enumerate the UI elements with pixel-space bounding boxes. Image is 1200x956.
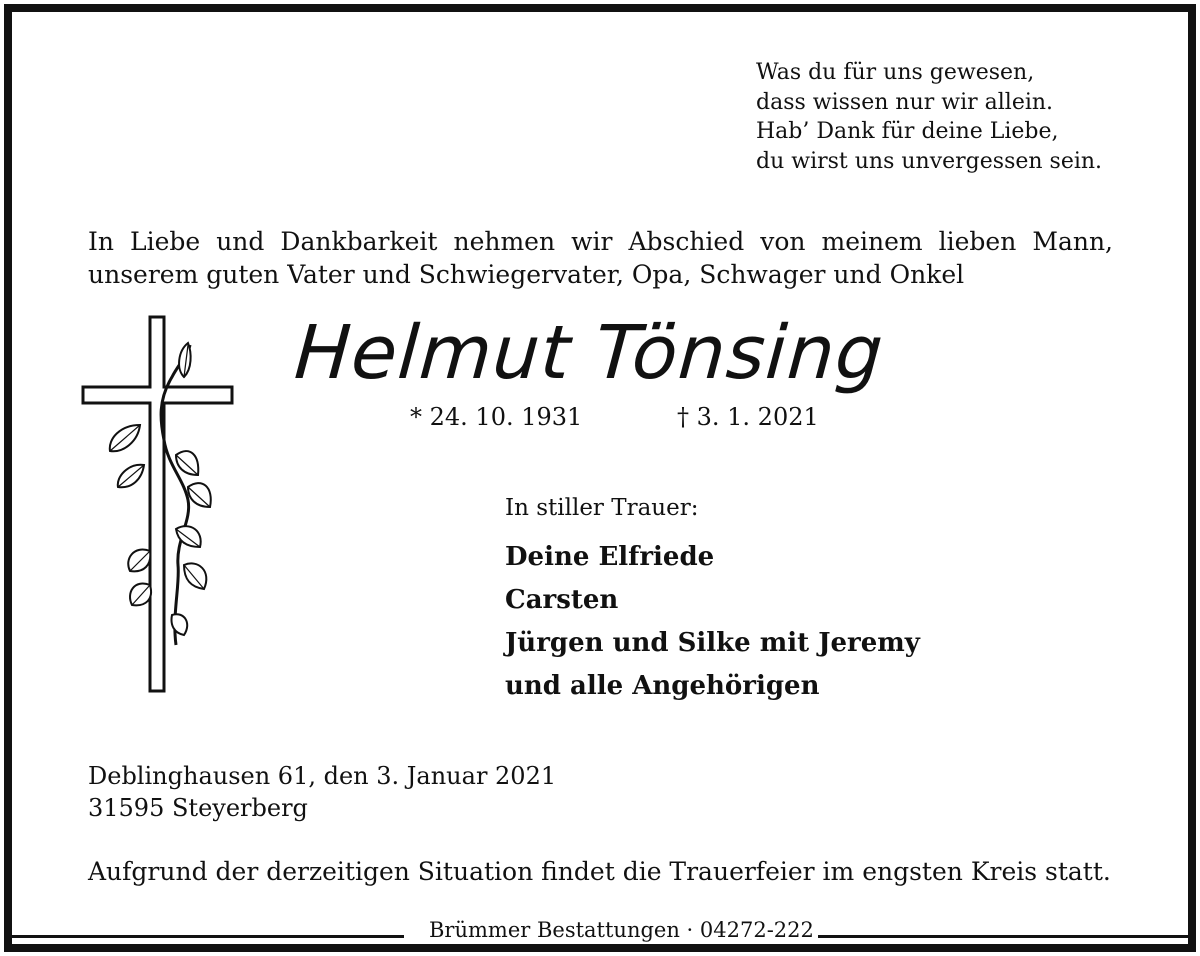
mourner-list [505,536,920,708]
poem-line: du wirst uns unvergessen sein. [756,148,1103,174]
mourner-name: Deine Elfriede [505,542,715,572]
mourner-name: und alle Angehörigen [505,671,820,701]
funeral-notice: Aufgrund der derzeitigen Situation findet die Trauerfeier im engsten Kreis statt. [88,857,1111,886]
death-date: † 3. 1. 2021 [677,403,819,431]
poem [756,58,1102,176]
address-line-1: Deblinghausen 61, den 3. Januar 2021 [88,762,557,790]
footer-rule-right [795,935,1195,938]
mourning-label: In stiller Trauer: [505,495,699,521]
mourner-name: Carsten [505,585,619,615]
mourner-name: Jürgen und Silke mit Jeremy [505,628,920,658]
poem-line: Hab’ Dank für deine Liebe, [756,119,1059,144]
footer-rule-left [4,935,404,938]
birth-date: * 24. 10. 1931 [410,403,583,431]
cross-with-vine-icon [80,315,240,695]
deceased-name: Helmut Tönsing [291,310,887,396]
address-line-2: 31595 Steyerberg [88,794,308,822]
funeral-home-credit: Brümmer Bestattungen · 04272-222 [425,918,818,942]
address [88,760,556,824]
poem-line: Was du für uns gewesen, [756,60,1035,85]
intro-text [88,225,1113,291]
intro-line-1: In Liebe und Dankbarkeit nehmen wir Abschied von meinem lieben Mann, [88,227,1113,256]
intro-line-2: unserem guten Vater und Schwiegervater, Opa, Schwager und Onkel [88,260,965,289]
poem-line: dass wissen nur wir allein. [756,89,1054,115]
